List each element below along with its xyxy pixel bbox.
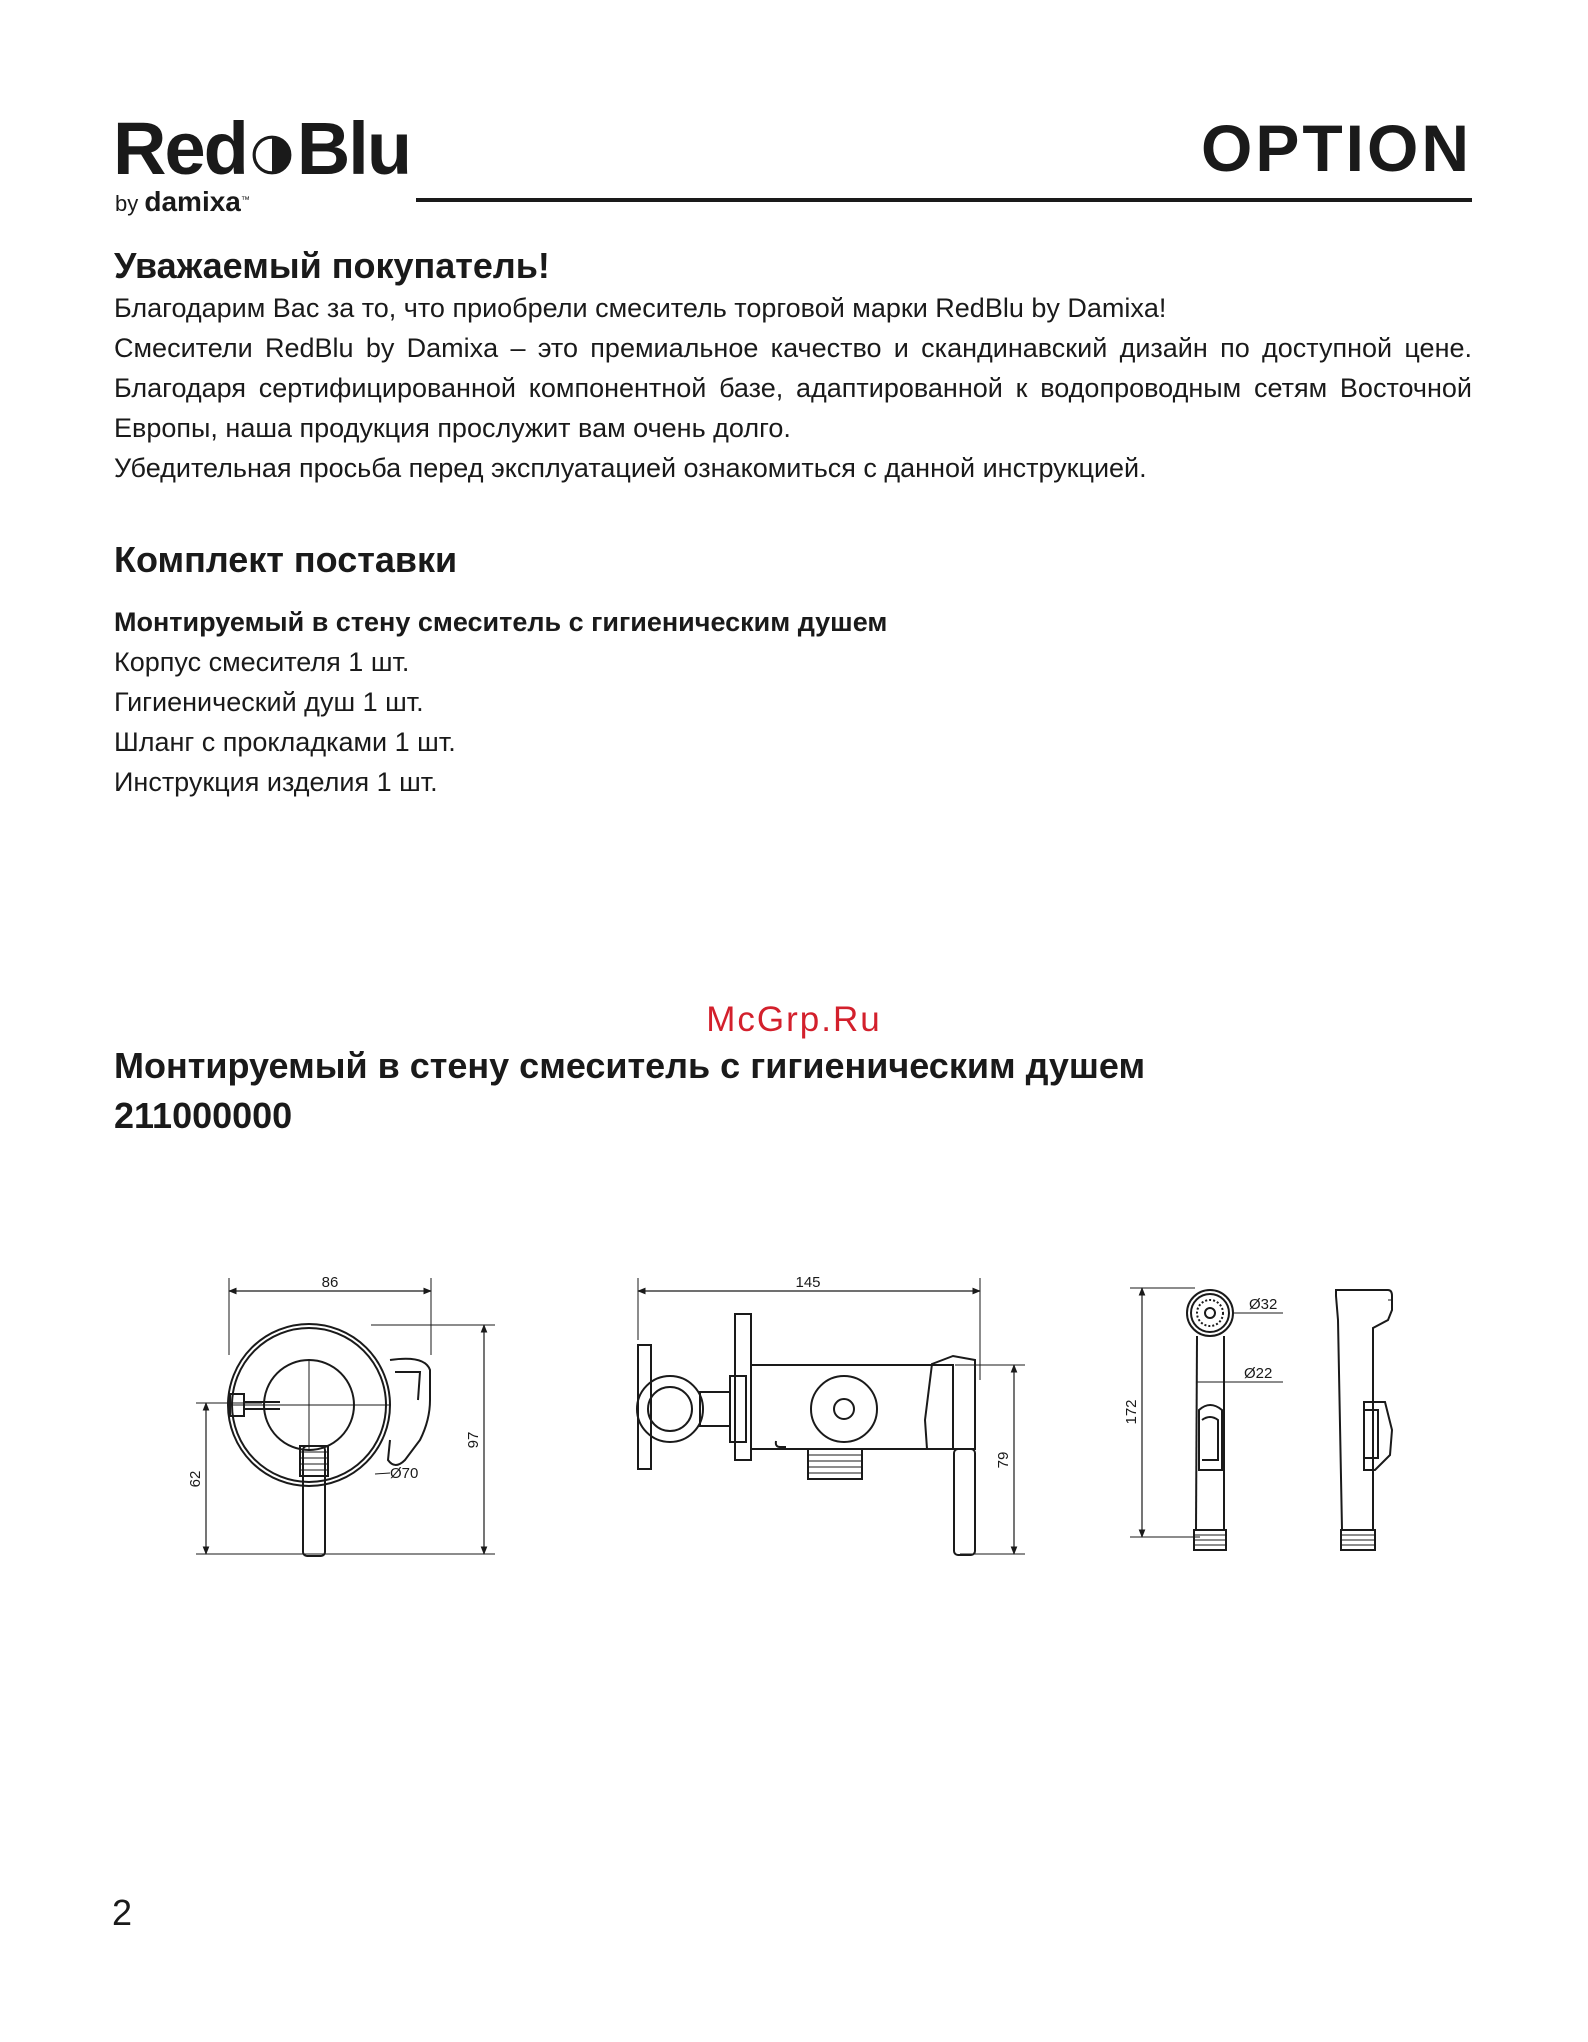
brand-right: Blu [296, 107, 411, 190]
kit-item: Шланг с прокладками 1 шт. [114, 727, 456, 757]
kit-item: Гигиенический душ 1 шт. [114, 687, 424, 717]
dim-shower-head-diameter: Ø32 [1249, 1296, 1278, 1313]
dim-side-height: 79 [995, 1451, 1012, 1469]
dim-front-width: 86 [321, 1274, 339, 1291]
dim-front-height: 97 [465, 1431, 482, 1449]
shower-drawing [1130, 1288, 1392, 1550]
brand-left: Red [113, 107, 247, 190]
dim-side-width: 145 [795, 1274, 821, 1291]
kit-title: Комплект поставки [114, 539, 458, 580]
brand-by: by [115, 191, 139, 216]
dim-front-diameter: Ø70 [390, 1465, 419, 1482]
kit-item: Корпус смесителя 1 шт. [114, 647, 410, 677]
series-title: OPTION [1200, 111, 1472, 185]
kit-subtitle: Монтируемый в стену смеситель с гигиеническим душем [114, 607, 888, 637]
side-view-drawing [637, 1278, 1025, 1555]
dim-front-offset: 62 [187, 1470, 204, 1488]
dim-shower-handle-diameter: Ø22 [1244, 1365, 1273, 1382]
greeting-paragraph-1: Благодарим Вас за то, что приобрели смеситель торговой марки RedBlu by Damixa! [114, 293, 1167, 323]
brand-tm: ™ [240, 194, 250, 205]
page-number: 2 [112, 1892, 133, 1933]
watermark: McGrp.Ru [706, 1000, 882, 1039]
brand-damixa: damixa [144, 186, 241, 217]
product-title: Монтируемый в стену смеситель с гигиеническим душем [114, 1045, 1146, 1086]
dim-shower-height: 172 [1123, 1399, 1140, 1425]
product-code: 211000000 [114, 1095, 293, 1136]
greeting-paragraph-3: Убедительная просьба перед эксплуатацией ознакомиться с данной инструкцией. [114, 453, 1147, 483]
greeting-title: Уважаемый покупатель! [114, 245, 550, 286]
greeting-paragraph-2: Смесители RedBlu by Damixa – это премиальное качество и скандинавский дизайн по доступной цене. Благодаря сертифицированной компонентной базе, адаптированной к водопроводным сетям Восточной Европы, наша продукция прослужит вам очень долго. [114, 333, 1472, 443]
front-view-drawing [196, 1278, 495, 1556]
kit-item: Инструкция изделия 1 шт. [114, 767, 438, 797]
